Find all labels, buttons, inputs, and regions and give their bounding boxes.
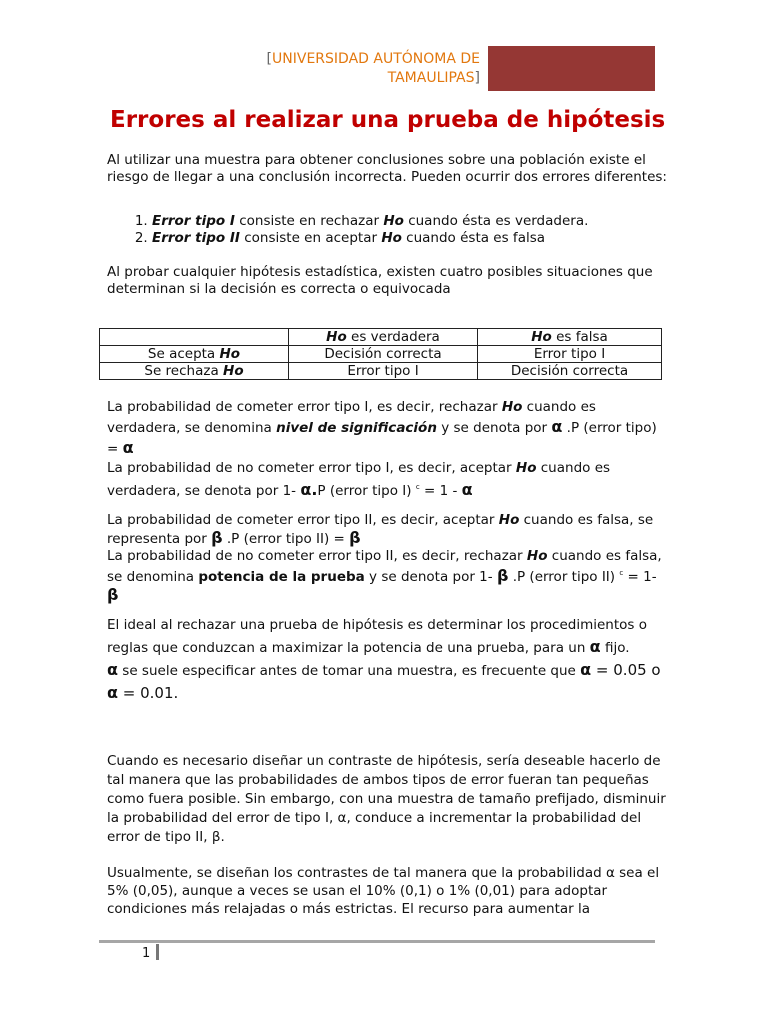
alpha-symbol: α	[122, 438, 134, 457]
header-color-bar	[488, 46, 655, 91]
table-cell: Error tipo I	[289, 363, 478, 380]
table-header-cell: Ho es verdadera	[289, 329, 478, 346]
table-cell	[100, 329, 289, 346]
list-item: 2. Error tipo II consiste en aceptar Ho cuando ésta es falsa	[152, 230, 712, 247]
alpha-symbol: α	[107, 660, 118, 679]
alpha-symbol: α.	[300, 480, 318, 499]
table-header-row	[100, 329, 662, 346]
usual-design-paragraph: Usualmente, se diseñan los contrastes de tal manera que la probabilidad α sea el 5% (0,05), aunque a veces se usan el 10% (0,1) o 1% (0,01) para adoptar condiciones más relajadas o más estrictas. El recurso para aumentar la	[107, 865, 660, 917]
list-item: 1. Error tipo I consiste en rechazar Ho cuando ésta es verdadera.	[152, 213, 712, 230]
page-title: Errores al realizar una prueba de hipótesis	[110, 107, 666, 133]
page-number-bar	[156, 944, 159, 960]
type-one-error-paragraph: La probabilidad de cometer error tipo I, es decir, rechazar Ho cuando es verdadera, se denomina nivel de significación y se denota por α .P (error tipo) = α La probabilidad de no cometer error tipo I, es decir, aceptar Ho cuando es verdadera, se denota por 1- α.P (error tipo I) $^c$ = 1 - α	[107, 399, 657, 499]
design-paragraph: Cuando es necesario diseñar un contraste de hipótesis, sería deseable hacerlo de tal manera que las probabilidades de ambos tipos de error fueran tan pequeñas como fuera posible. Sin embargo, con una muestra de tamaño prefijado, disminuir la probabilidad del error de tipo I, α, conduce a incrementar la probabilidad del error de tipo II, β.	[107, 753, 666, 845]
table-row	[100, 363, 662, 380]
significance-level-term: nivel de significación	[276, 420, 437, 436]
org-name-line2: TAMAULIPAS	[387, 70, 475, 86]
org-name-line1: UNIVERSIDAD AUTÓNOMA DE	[272, 51, 480, 67]
page-number: 1	[142, 946, 151, 961]
table-row-label: Se acepta Ho	[100, 346, 289, 363]
decision-table	[99, 328, 662, 380]
situations-paragraph: Al probar cualquier hipótesis estadística, existen cuatro posibles situaciones que determinan si la decisión es correcta o equivocada	[107, 264, 653, 297]
alpha-symbol: α	[461, 480, 473, 499]
table-row	[100, 346, 662, 363]
beta-symbol: β	[349, 528, 361, 547]
table-cell: Decisión correcta	[289, 346, 478, 363]
power-term: potencia de la prueba	[198, 569, 365, 585]
ideal-paragraph: El ideal al rechazar una prueba de hipótesis es determinar los procedimientos o reglas que conduzcan a maximizar la potencia de una prueba, para un α fijo. α se suele especificar antes de tomar una muestra, es frecuente que α = 0.05 o α = 0.01.	[107, 617, 661, 702]
table-header-cell: Ho es falsa	[478, 329, 662, 346]
table-cell: Error tipo I	[478, 346, 662, 363]
beta-symbol: β	[107, 585, 119, 604]
alpha-symbol: α	[107, 683, 118, 702]
beta-symbol: β	[496, 566, 509, 585]
alpha-symbol: α	[580, 660, 592, 679]
type-two-error-paragraph: La probabilidad de cometer error tipo II, es decir, aceptar Ho cuando es falsa, se representa por β .P (error tipo II) = β La probabilidad de no cometer error tipo II, es decir, rechazar Ho cuando es falsa, se denomina potencia de la prueba y se denota por 1- β .P (error tipo II) $^c$ = 1- β	[107, 512, 662, 604]
footer-rule	[99, 940, 655, 943]
alpha-symbol: α	[551, 417, 563, 436]
table-cell: Decisión correcta	[478, 363, 662, 380]
table-row-label: Se rechaza Ho	[100, 363, 289, 380]
error-types-list	[107, 213, 712, 247]
header-organization: [UNIVERSIDAD AUTÓNOMA DE TAMAULIPAS]	[266, 51, 480, 86]
intro-paragraph: Al utilizar una muestra para obtener conclusiones sobre una población existe el riesgo de llegar a una conclusión incorrecta. Pueden ocurrir dos errores diferentes:	[107, 152, 667, 185]
alpha-symbol: α	[589, 637, 601, 656]
beta-symbol: β	[211, 528, 223, 547]
